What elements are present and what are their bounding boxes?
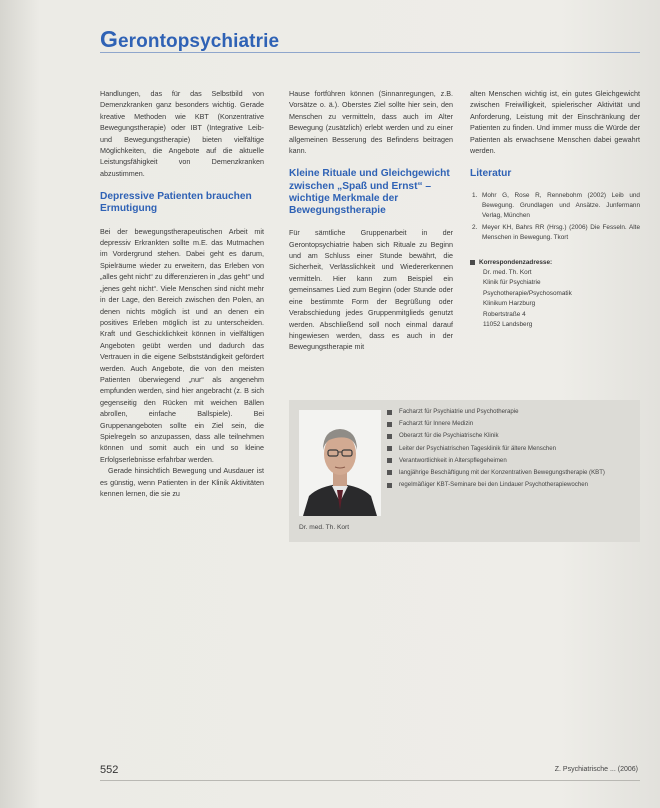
literature-item xyxy=(470,223,640,243)
address-lines xyxy=(470,268,640,330)
address-line: Klinikum Harzburg xyxy=(483,300,536,308)
col1-paragraph-2: Bei der bewegungstherapeutischen Arbeit mit depressiv Erkrankten sollte m.E. das Mutmachen im Vordergrund stehen. Dabei geht es darum, Spielräume wieder zu erweitern, das Erleben von „alles geht nicht“ zu differenzieren in „das geht“ und „jenes geht nicht“. Viele Menschen sind nicht mehr in der Lage, den Bereich zwischen den Polen, an denen nichts möglich ist und an denen ein positives Erleben möglich ist zu unterscheiden. Kraft und Geschicklichkeit können in vielfältigen Angeboten geübt werden und dadurch das Vertrauen in die eigene Selbstständigkeit gefördert werden. Auch Angebote, die von den meisten Patienten überwiegend „nur“ als angenehm empfunden werden, sind hier angebracht (z. B sich gegenseitig den Rücken mit weichen Bällen abrollen, einfache Ballspiele). Bei Gruppenangeboten sollte ein Ziel sein, die Spielregeln so anzupassen, dass alle teilnehmen können und somit auch ein und so kleine Erfolgserlebnisse erfahrbar werden. xyxy=(100,226,264,464)
address-line: Robertstraße 4 xyxy=(483,310,526,318)
cv-item xyxy=(387,445,627,453)
cv-item-text: Facharzt für Psychiatrie und Psychotherapie xyxy=(399,408,519,415)
section-title-rest: erontopsychiatrie xyxy=(118,31,280,52)
col1-paragraph-3: Gerade hinsichtlich Bewegung und Ausdauer ist es günstig, wenn Patienten in der Klinik Aktivitäten kennen lernen, die sie zu xyxy=(100,466,264,498)
address-line: 11052 Landsberg xyxy=(483,321,533,329)
cv-item-text: Oberarzt für die Psychiatrische Klinik xyxy=(399,432,499,440)
literature-text: Meyer KH, Bahrs RR (Hrsg.) (2006) Die Fesseln. Alte Menschen in Bewegung. Tkort xyxy=(482,224,640,242)
bullet-square-icon xyxy=(387,470,392,475)
literature-item xyxy=(470,191,640,222)
column-1 xyxy=(100,88,264,499)
literature-num: 2. xyxy=(472,224,478,232)
cv-item xyxy=(387,469,627,477)
cv-item xyxy=(387,457,627,465)
bullet-square-icon xyxy=(387,483,392,488)
bullet-square-icon xyxy=(387,446,392,451)
cv-item-text: regelmäßiger KBT-Seminare bei den Lindauer Psychotherapiewochen xyxy=(399,481,589,489)
correspondence-heading xyxy=(470,258,640,268)
column-3 xyxy=(470,88,640,331)
col2-heading: Kleine Rituale und Gleichgewicht zwischen „Spaß und Ernst“ – wichtige Merkmale der Bewegungstherapie xyxy=(289,168,450,217)
literature-text: Mohr G, Rose R, Rennebohm (2002) Leib und Bewegung. Grundlagen und Ansätze. Junfermann Verlag, München xyxy=(482,191,640,220)
cv-item-text: Facharzt für Innere Medizin xyxy=(399,420,474,428)
section-title-cap: G xyxy=(100,26,118,52)
bullet-square-icon xyxy=(387,458,392,463)
address-line: Psychotherapie/Psychosomatik xyxy=(483,289,572,297)
bullet-square-icon xyxy=(387,410,392,415)
photo-caption: Dr. med. Th. Kort xyxy=(299,524,350,531)
literature-num: 1. xyxy=(472,191,478,199)
bullet-square-icon xyxy=(470,260,475,265)
cv-item xyxy=(387,432,627,440)
column-2 xyxy=(289,88,453,353)
col2-paragraph-1: Hause fortführen können (Sinnanregungen, z.B. Vorsätze o. ä.). Oberstes Ziel sollte hier sein, den Menschen zu vermitteln, dass auch im Alter Bewegung (zusätzlich) erlebt werden und zu einer allgemeinen Besserung des Befindens beitragen kann. xyxy=(289,89,453,156)
correspondence-heading-text: Korrespondenzadresse: xyxy=(479,258,553,266)
section-title xyxy=(100,28,279,53)
journal-reference: Z. Psychiatrische ... (2006) xyxy=(554,766,638,773)
cv-item xyxy=(387,481,627,489)
bottom-rule xyxy=(100,780,640,781)
col2-paragraph-2: Für sämtliche Gruppenarbeit in der Gerontopsychiatrie haben sich Rituale zu Beginn und am Schluss einer Stunde bewährt, die Sicherheit, Verlässlichkeit und Wiedererkennen vermitteln. Hier kann zum Beispiel ein gemeinsames Lied zum Beginn (oder Stunde oder eine bestimmte Form der Begrüßung oder Verabschiedung jedes Gruppenmitglieds genutzt werden. Abschließend soll noch einmal darauf hingewiesen werden, dass es auch in der Bewegungstherapie mit xyxy=(289,228,453,352)
col1-heading: Depressive Patienten brauchen Ermutigung xyxy=(100,191,252,215)
cv-item xyxy=(387,420,627,428)
literature-heading: Literatur xyxy=(470,168,512,180)
author-photo xyxy=(299,410,381,516)
bullet-square-icon xyxy=(387,434,392,439)
cv-item xyxy=(387,408,627,416)
author-cv-list xyxy=(387,408,627,493)
literature-list xyxy=(470,191,640,244)
address-line: Dr. med. Th. Kort xyxy=(483,269,532,277)
author-profile-box xyxy=(289,400,640,542)
title-rule xyxy=(100,52,640,53)
cv-item-text: langjährige Beschäftigung mit der Konzentrativen Bewegungstherapie (KBT) xyxy=(399,468,605,476)
page-number: 552 xyxy=(100,764,119,776)
cv-item-text: Verantwortlichkeit in Alterspflegeheimen xyxy=(399,456,507,464)
correspondence-address xyxy=(470,258,640,331)
cv-item-text: Leiter der Psychiatrischen Tagesklinik für ältere Menschen xyxy=(399,444,557,452)
col3-paragraph-1: alten Menschen wichtig ist, ein gutes Gleichgewicht zwischen Freiwilligkeit, spielerischer Aktivität und Anforderung, Leistung mit der Einschränkung der Patienten zu finden. Und immer muss die Würde der Patienten als erwachsene Menschen dabei gewahrt werden. xyxy=(470,89,640,156)
col1-paragraph-1: Handlungen, das für das Selbstbild von Demenzkranken ganz besonders wichtig. Gerade kreative Methoden wie KBT (Konzentrative Bewegungstherapie) oder IBT (Integrative Leib- und Bewegungstherapie) bieten vielfältige Möglichkeiten, die Angebote auf die aktuelle Leistungsfähigkeit von Demenzkranken abzustimmen. xyxy=(100,89,264,178)
bullet-square-icon xyxy=(387,422,392,427)
address-line: Klinik für Psychiatrie xyxy=(483,279,541,287)
